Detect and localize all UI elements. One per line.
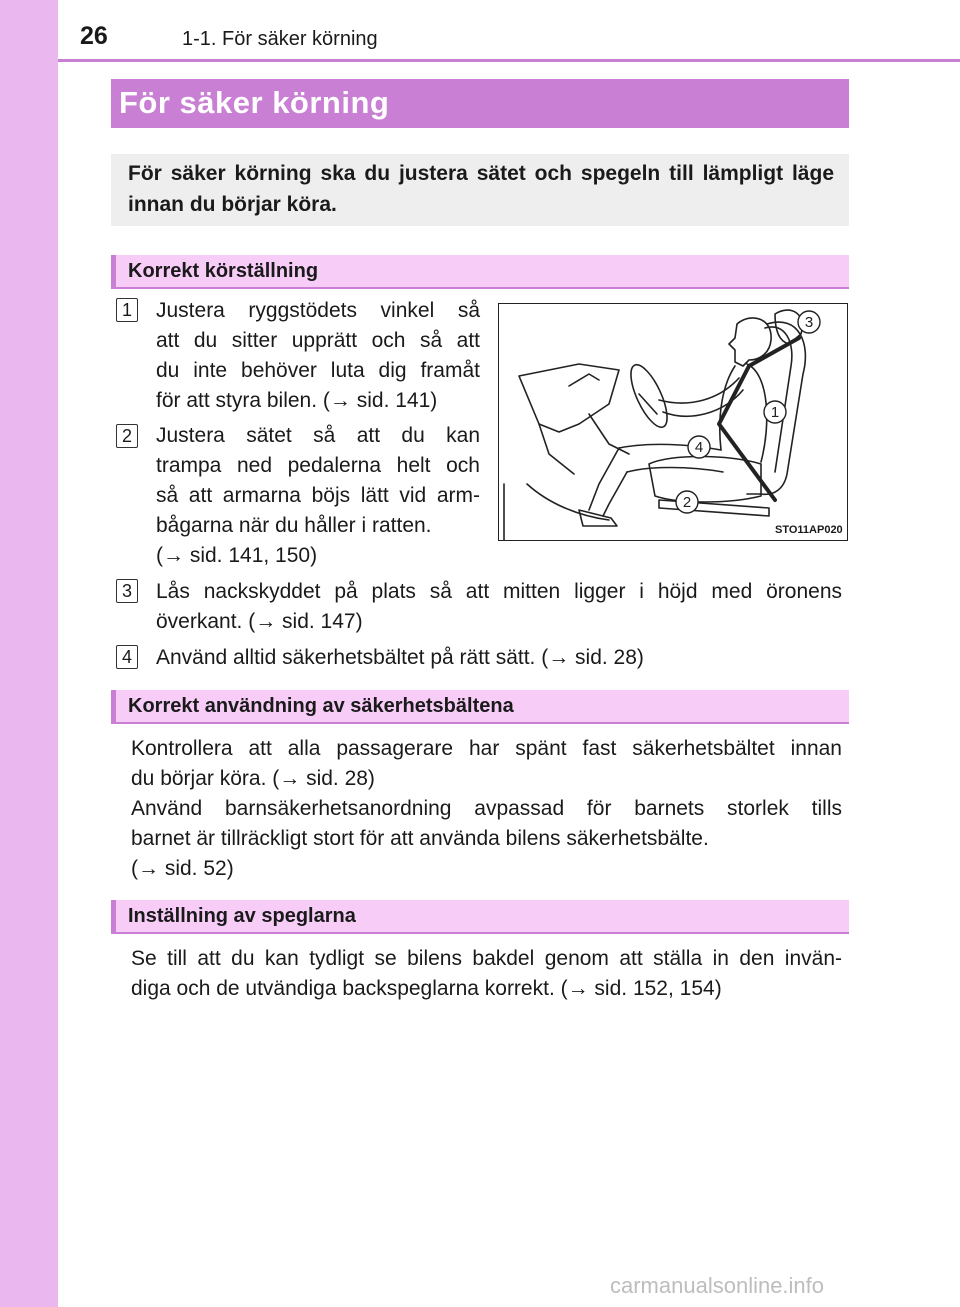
illustration-code: STO11AP020 <box>775 524 843 536</box>
text-line: så att armarna böjs lätt vid arm- <box>156 484 480 507</box>
side-tab-bar <box>0 0 58 1307</box>
driver-seat-drawing <box>499 304 847 540</box>
item-number-1: 1 <box>116 298 138 322</box>
intro-box <box>111 154 849 226</box>
text-line: Kontrollera att alla passagerare har spänt fast säkerhetsbältet innan <box>131 737 842 760</box>
text-line: Använd alltid säkerhetsbältet på rätt sätt. (→ sid. 28) <box>156 646 644 669</box>
section-heading-belts <box>111 690 849 724</box>
text-line: du börjar köra. (→ sid. 28) <box>131 767 375 790</box>
text-line: barnet är tillräckligt stort för att använda bilens säkerhetsbälte. <box>131 827 709 850</box>
item-2-text <box>156 421 480 571</box>
text-line: trampa ned pedalerna helt och <box>156 454 480 477</box>
callout-3: 3 <box>804 314 814 331</box>
intro-text: För säker körning ska du justera sätet och spegeln till lämpligt läge innan du börjar köra. <box>128 162 834 216</box>
callout-markers <box>676 311 820 513</box>
mirrors-text <box>131 944 842 1004</box>
callout-4: 4 <box>694 439 704 456</box>
belts-text <box>131 734 842 884</box>
section-heading-position <box>111 255 849 289</box>
section-heading-text: Korrekt körställning <box>128 260 319 282</box>
seating-illustration <box>498 303 848 541</box>
item-3-text <box>156 577 842 637</box>
text-line: Lås nackskyddet på plats så att mitten ligger i höjd med öronens <box>156 580 842 603</box>
section-heading-mirrors <box>111 900 849 934</box>
item-number-3: 3 <box>116 579 138 603</box>
text-line: (→ sid. 141, 150) <box>156 544 318 567</box>
watermark: carmanualsonline.info <box>610 1273 825 1298</box>
title-banner <box>111 79 849 128</box>
text-line: du inte behöver luta dig framåt <box>156 359 480 382</box>
text-line: att du sitter upprätt och så att <box>156 329 480 352</box>
page-number: 26 <box>80 22 108 50</box>
text-line: (→ sid. 52) <box>131 857 234 880</box>
item-number-4: 4 <box>116 645 138 669</box>
item-1-text <box>156 296 480 416</box>
text-line: överkant. (→ sid. 147) <box>156 610 363 633</box>
text-line: Använd barnsäkerhetsanordning avpassad för barnets storlek tills <box>131 797 842 820</box>
page-title: För säker körning <box>119 85 390 120</box>
text-line: Justera sätet så att du kan <box>156 424 480 447</box>
callout-2: 2 <box>682 494 692 511</box>
text-line: Se till att du kan tydligt se bilens bakdel genom att ställa in den invän- <box>131 947 842 970</box>
section-heading-text: Inställning av speglarna <box>128 905 356 927</box>
item-number-2: 2 <box>116 424 138 448</box>
chapter-title: 1-1. För säker körning <box>182 28 378 50</box>
callout-1: 1 <box>770 404 780 421</box>
text-line: diga och de utvändiga backspeglarna korrekt. (→ sid. 152, 154) <box>131 977 722 1000</box>
item-4-text <box>156 643 842 673</box>
section-heading-text: Korrekt användning av säkerhetsbältena <box>128 695 514 717</box>
text-line: för att styra bilen. (→ sid. 141) <box>156 389 438 412</box>
header-rule <box>58 59 960 62</box>
text-line: Justera ryggstödets vinkel så <box>156 299 480 322</box>
text-line: bågarna när du håller i ratten. <box>156 514 432 537</box>
